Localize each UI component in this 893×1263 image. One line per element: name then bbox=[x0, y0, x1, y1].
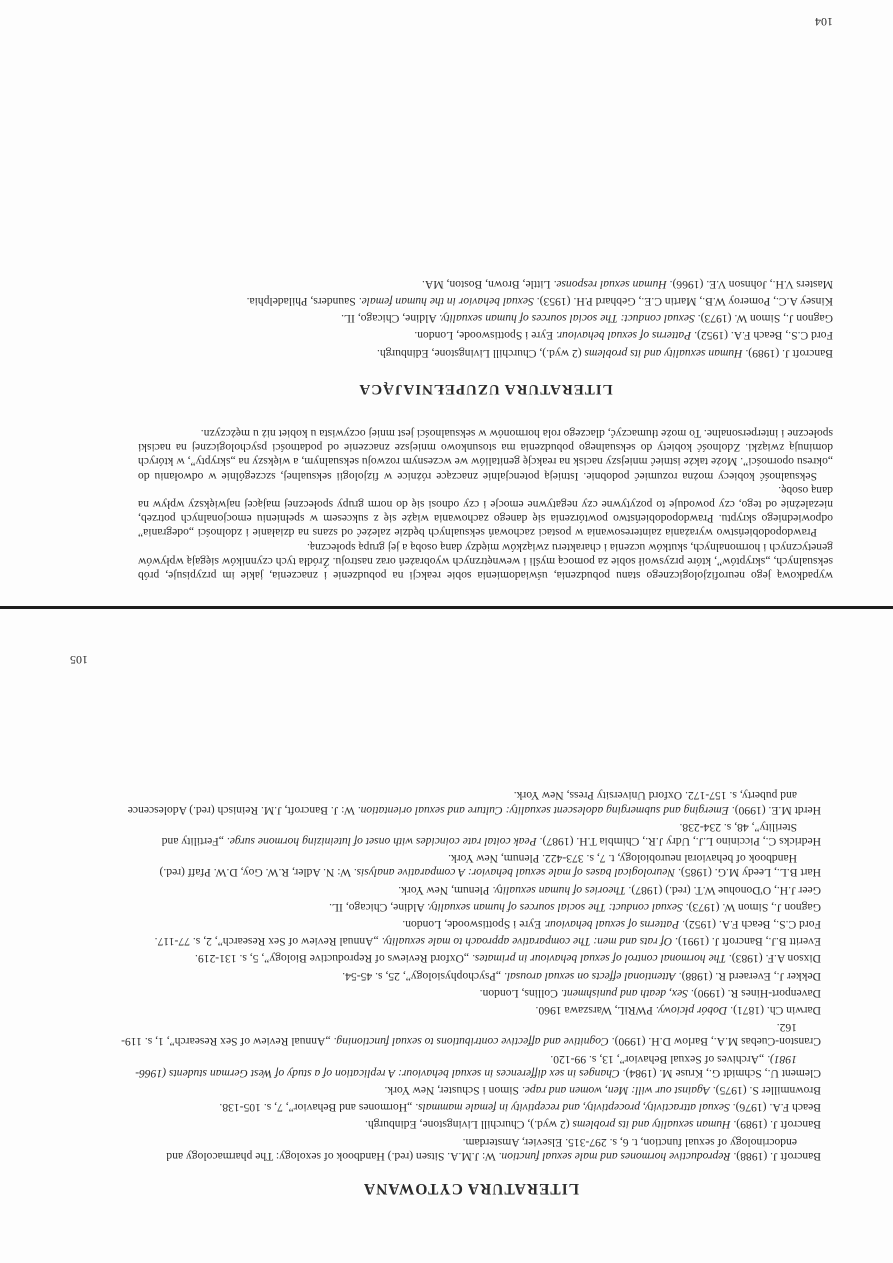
ref-details: Aldine, Chicago, IL. bbox=[341, 312, 437, 326]
ref-details: „Oxford Reviews of Reproductive Biology”, 5, s. 131-219. bbox=[195, 952, 470, 966]
ref-details: Aldine, Chicago, IL. bbox=[329, 900, 425, 914]
ref-title: Attentional effects on sexual arousal. bbox=[503, 969, 676, 983]
ref-details: „Archives of Sexual Behavior”, 13, s. 99-120. bbox=[550, 1052, 765, 1066]
ref-details: Eyre i Spottiswoode, London. bbox=[402, 917, 542, 931]
ref-authors: Bancroft J. (1989). bbox=[733, 1118, 821, 1132]
reference-entry bbox=[138, 277, 833, 291]
book-gutter-divider bbox=[0, 606, 893, 609]
reference-entry bbox=[121, 917, 821, 931]
ref-details: „Hormones and Behavior”, 7, s. 105-138. bbox=[219, 1101, 413, 1115]
reference-list bbox=[138, 277, 833, 360]
ref-details: (2 wyd.), Churchill Livingstone, Edinburgh. bbox=[365, 1118, 570, 1132]
ref-title: Against our will: Men, women and rape. bbox=[521, 1083, 710, 1097]
ref-title: Emerging and submerging adolescent sexuality: Culture and sexual orientation. bbox=[357, 803, 729, 817]
ref-authors: Geer J.H., O'Donohue W.T. (red.) (1987). bbox=[628, 883, 821, 897]
ref-title: Sexual conduct: The social sources of human sexuality. bbox=[438, 312, 695, 326]
ref-authors: Hedricks C., Piccinino L.J., Udry J.R., Chimbia T.H. (1987). bbox=[539, 834, 821, 848]
ref-authors: Dixson A.F. (1983). bbox=[728, 952, 821, 966]
ref-authors: Gagnon J., Simon W. (1973). bbox=[685, 900, 821, 914]
page-number: 104 bbox=[815, 15, 833, 29]
reference-entry bbox=[138, 311, 833, 325]
reference-entry bbox=[121, 1100, 821, 1114]
ref-title: Sex, death and punishment. bbox=[560, 986, 688, 1000]
ref-title: Sexual conduct: The social sources of human sexuality. bbox=[426, 900, 683, 914]
ref-details: „Annual Review of Sex Research”, 1, s. 119-162. bbox=[121, 1021, 797, 1049]
reference-entry bbox=[121, 1083, 821, 1097]
reference-entry bbox=[121, 968, 821, 982]
page-number: 105 bbox=[70, 653, 88, 667]
ref-title: Patterns of sexual behaviour. bbox=[544, 917, 680, 931]
reference-list bbox=[121, 788, 821, 1163]
text-column bbox=[121, 785, 821, 1203]
body-paragraph: wypadkową jego neurofizjologicznego stanu pobudzenia, uświadomienia sobie reakcji na pobudzenie i znaczenia, jakie im przypisuje, prób seksualnych, „skryptów”, które przyswoił sobie za pomocą myśli i wewnętrznych wyobrażeń oraz nastroju. Źródła tych czynników sięgają wpływów genetycznych i hormonalnych, skutków uczenia i charakteru związków między daną osobą a jej grupą społeczną. bbox=[138, 540, 833, 582]
reference-entry bbox=[121, 851, 821, 879]
ref-authors: Dekker J., Everaerd R. (1988). bbox=[678, 969, 821, 983]
ref-details: W: N. Adler, R.W. Goy, D.W. Pfaff (red.) Handbook of behavioral neurobiology, t. 7, s. 373-422. Plenum, New York. bbox=[159, 852, 797, 880]
ref-title: Cognitive and affective contributions to sexual functioning. bbox=[333, 1035, 609, 1049]
reference-entry bbox=[121, 1020, 821, 1048]
page-105 bbox=[0, 612, 893, 1263]
ref-title: Reproductive hormones and male sexual function. bbox=[498, 1149, 731, 1163]
ref-authors: Darwin Ch. (1871). bbox=[730, 1003, 821, 1017]
ref-details: PWRiL, Warszawa 1960. bbox=[535, 1003, 653, 1017]
ref-authors: Masters V.H., Johnson V.E. (1966). bbox=[669, 277, 833, 291]
ref-authors: Everitt B.J., Bancroft J. (1991). bbox=[675, 935, 821, 949]
page-104 bbox=[0, 0, 893, 608]
ref-title: Theories of human sexuality. bbox=[492, 883, 626, 897]
reference-entry bbox=[121, 934, 821, 948]
reference-entry bbox=[138, 345, 833, 359]
ref-details: Simon i Schuster, New York. bbox=[384, 1083, 519, 1097]
ref-authors: Hart B.L., Leedy M.G. (1985). bbox=[678, 866, 821, 880]
ref-details: „Fertility and Sterility”, 48, s. 234-238. bbox=[161, 820, 797, 848]
reference-entry bbox=[121, 1117, 821, 1131]
ref-title: Peak coital rate coincides with onset of luteinizing hormone surge. bbox=[226, 834, 537, 848]
reference-entry bbox=[138, 294, 833, 308]
ref-title: Patterns of sexual behaviour. bbox=[556, 329, 692, 343]
ref-authors: Brownmiller S. (1975). bbox=[712, 1083, 821, 1097]
ref-title: Of rats and men: The comparative approach to male sexuality. bbox=[381, 935, 673, 949]
ref-title: Human sexuality and its problems bbox=[572, 1118, 731, 1132]
ref-authors: Gagnon J., Simon W. (1973). bbox=[697, 312, 833, 326]
ref-details: Little, Brown, Boston, MA. bbox=[422, 277, 551, 291]
reference-entry bbox=[121, 788, 821, 816]
reference-entry bbox=[121, 986, 821, 1000]
ref-details: „Psychophysiology”, 25, s. 45-54. bbox=[342, 969, 502, 983]
reference-entry bbox=[121, 900, 821, 914]
ref-authors: Ford C.S., Beach F.A. (1952). bbox=[694, 329, 833, 343]
ref-details: Saunders, Philadelphia. bbox=[246, 294, 356, 308]
ref-authors: Clement U., Schmidt G., Kruse M. (1984). bbox=[622, 1066, 821, 1080]
ref-authors: Kinsey A.C., Pomeroy W.B., Martin C.E., Gebhard P.H. (1953). bbox=[536, 294, 833, 308]
ref-title: Sexual attractivity, proceptivity, and receptivity in female mammals. bbox=[415, 1101, 730, 1115]
reference-entry bbox=[121, 820, 821, 848]
ref-authors: Cranston-Cuebas M.A., Barlow D.H. (1990). bbox=[611, 1035, 821, 1049]
ref-authors: Ford C.S., Beach F.A. (1952). bbox=[682, 917, 821, 931]
reference-entry bbox=[138, 328, 833, 342]
ref-title: Human sexuality and its problems bbox=[584, 346, 743, 360]
reference-entry bbox=[121, 951, 821, 965]
reference-entry bbox=[121, 1134, 821, 1162]
ref-authors: Beach F.A. (1976). bbox=[732, 1101, 821, 1115]
ref-title: Sexual behavior in the human female. bbox=[358, 294, 534, 308]
ref-details: Plenum, New York. bbox=[398, 883, 490, 897]
ref-details: Eyre i Spottiswoode, London. bbox=[414, 329, 554, 343]
ref-title: The hormonal control of sexual behaviour in primates. bbox=[471, 952, 726, 966]
reference-entry bbox=[121, 882, 821, 896]
ref-authors: Herdt M.E. (1990). bbox=[731, 803, 821, 817]
ref-authors: Bancroft J. (1988). bbox=[733, 1149, 821, 1163]
ref-title: Changes in sex differences in sexual behaviour: A replication of a study of West German students (1966-1981). bbox=[135, 1052, 797, 1080]
ref-details: (2 wyd.), Churchill Livingstone, Edinburgh. bbox=[377, 346, 582, 360]
ref-details: Collins, London. bbox=[479, 986, 558, 1000]
body-paragraph: Prawdopodobieństwo wyrażania zainteresowania w postaci zachowań seksualnych będzie zależeć od szans na działanie i zdolności „odegrania” odpowiedniego skryptu. Prawdopodobieństwo powtórzenia się danego zachowania wiąże się z sukcesem w spełnieniu emocjonalnych potrzeb, niezależnie od tego, czy powoduje to pozytywne czy negatywne emocje i czy odnosi się do norm grupy społecznej mającej największy wpływ na daną osobę. bbox=[138, 483, 833, 540]
ref-title: Neurological bases of male sexual behavior: A comparative analysis. bbox=[353, 866, 676, 880]
ref-details: „Annual Review of Sex Research”, 2, s. 77-117. bbox=[154, 935, 379, 949]
reference-entry bbox=[121, 1003, 821, 1017]
ref-details: W: J. Bancroft, J.M. Reinisch (red.) Adolescence and puberty, s. 157-172. Oxford University Press, New York. bbox=[127, 789, 797, 817]
reference-entry bbox=[121, 1051, 821, 1079]
ref-details: W: J.M.A. Sitsen (red.) Handbook of sexology: The pharmacology and endocrinology of sexual function, t. 6, s. 297-315. Elsevier, Amsterdam. bbox=[166, 1135, 797, 1163]
ref-authors: Bancroft J. (1989). bbox=[745, 346, 833, 360]
section-title: LITERATURA CYTOWANA bbox=[362, 1180, 580, 1197]
section-title: LITERATURA UZUPEŁNIAJĄCA bbox=[358, 380, 613, 397]
ref-title: Dobór płciowy. bbox=[655, 1003, 728, 1017]
ref-title: Human sexual response. bbox=[553, 277, 667, 291]
text-column bbox=[138, 274, 833, 582]
ref-authors: Davenport-Hines R. (1990). bbox=[690, 986, 821, 1000]
body-paragraph: Seksualność kobiecy można rozumieć podobnie. Istnieją potencjalnie znaczące różnice w fizjologii seksualnej, szczególnie w odwołaniu do „okresu oporności”. Może także istnieć mniejszy nacisk na reakcję genitaliów we wczesnym rozwoju seksualnym, a większy na „skrypty”, w których dominują związki. Zdolność kobiety do seksualnego pobudzenia ma stosunkowo mniejsze znaczenie od podatności psychologicznej na naciski społeczne i interpersonalne. To może tłumaczyć, dlaczego rola hormonów w seksualności jest mniej oczywista u kobiet niż u mężczyzn. bbox=[138, 426, 833, 483]
